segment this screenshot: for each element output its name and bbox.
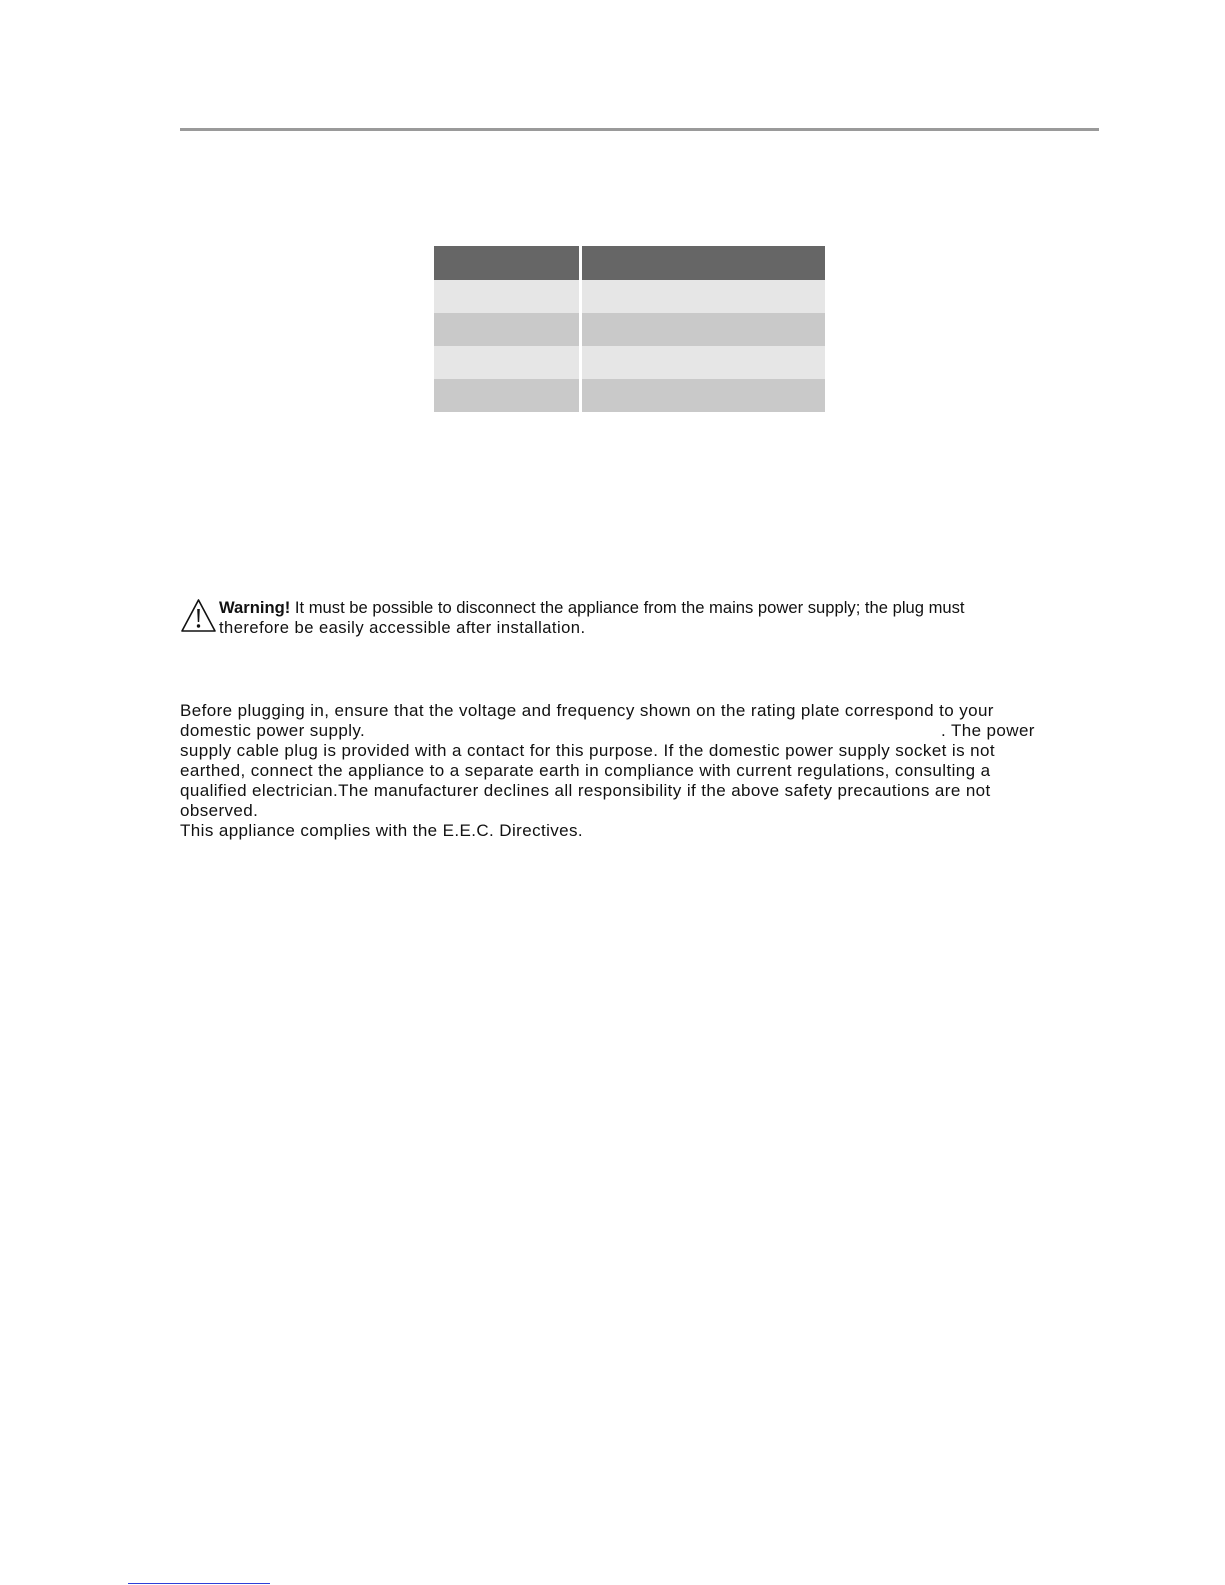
header-rule xyxy=(180,128,1099,131)
electrical-connection-text xyxy=(180,701,1080,841)
table-cell xyxy=(434,280,581,313)
table-row xyxy=(434,313,825,346)
paragraph-line-end: . The power xyxy=(941,721,1035,740)
warning-notice xyxy=(180,598,1080,638)
table-cell xyxy=(434,313,581,346)
warning-line-1 xyxy=(219,598,1080,618)
paragraph-line xyxy=(180,721,1080,741)
warning-text xyxy=(219,598,1080,638)
compliance-statement: This appliance complies with the E.E.C. Directives. xyxy=(180,821,584,840)
warning-label: Warning! xyxy=(219,598,291,617)
table-cell xyxy=(434,346,581,379)
paragraph-line: supply cable plug is provided with a contact for this purpose. If the domestic power supply socket is not xyxy=(180,741,995,760)
paragraph-line-start: domestic power supply. xyxy=(180,721,366,740)
table-cell xyxy=(581,346,826,379)
table-row xyxy=(434,346,825,379)
table-cell xyxy=(434,379,581,412)
paragraph-line: observed. xyxy=(180,801,259,820)
table-header-cell xyxy=(581,246,826,280)
warning-triangle-icon xyxy=(180,598,217,634)
paragraph-line: Before plugging in, ensure that the voltage and frequency shown on the rating plate correspond to your xyxy=(180,701,994,720)
table-header-cell xyxy=(434,246,581,280)
paragraph-line: earthed, connect the appliance to a separate earth in compliance with current regulations, consulting a xyxy=(180,761,991,780)
table-cell xyxy=(581,280,826,313)
table-cell xyxy=(581,379,826,412)
warning-line-1-text: It must be possible to disconnect the appliance from the mains power supply; the plug must xyxy=(290,598,965,617)
table-header-row xyxy=(434,246,825,280)
climate-class-table xyxy=(434,246,825,412)
table-row xyxy=(434,280,825,313)
footer-link-underline xyxy=(128,1583,270,1584)
paragraph-line: qualified electrician.The manufacturer declines all responsibility if the above safety precautions are not xyxy=(180,781,991,800)
table-row xyxy=(434,379,825,412)
table-cell xyxy=(581,313,826,346)
warning-line-2: therefore be easily accessible after installation. xyxy=(219,618,586,637)
